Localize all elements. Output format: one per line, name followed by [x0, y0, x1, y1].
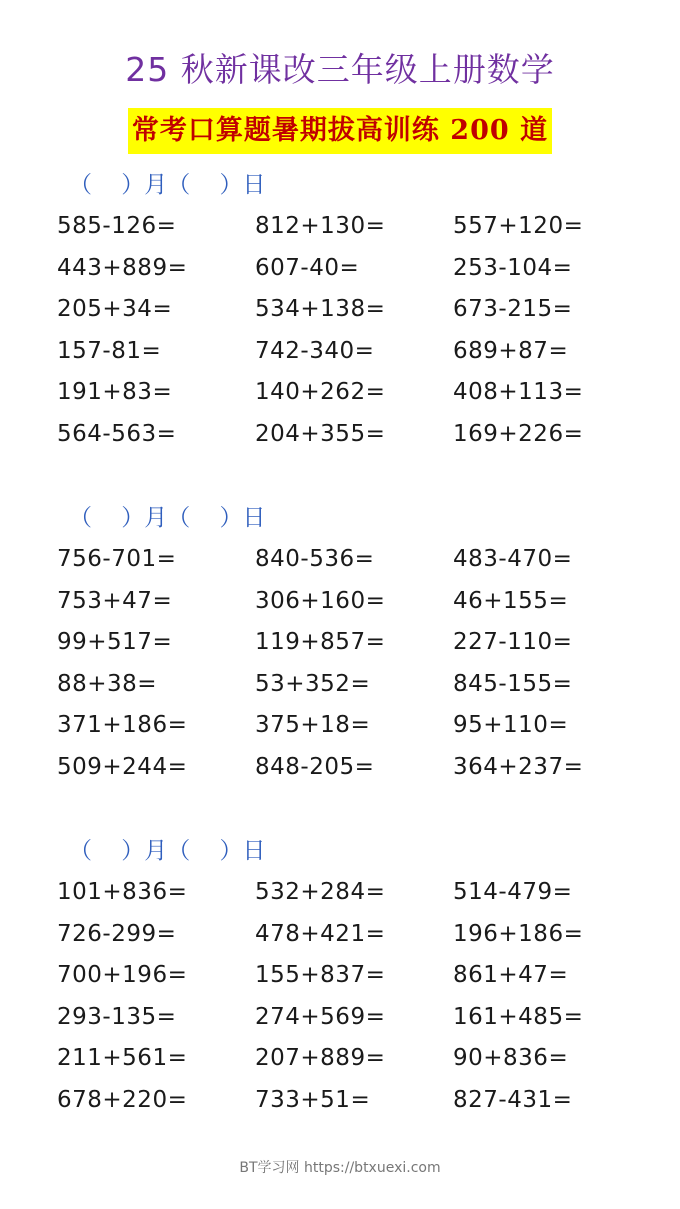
exercise-item: 157-81= — [57, 338, 162, 364]
exercise-item: 700+196= — [57, 962, 188, 988]
exercise-row — [57, 666, 657, 702]
exercise-item: 443+889= — [57, 255, 188, 281]
exercise-item: 607-40= — [255, 255, 360, 281]
exercise-item: 756-701= — [57, 546, 177, 572]
subtitle-banner — [0, 108, 680, 154]
exercise-item: 827-431= — [453, 1087, 573, 1113]
exercise-item: 227-110= — [453, 629, 573, 655]
exercise-row — [57, 1082, 657, 1118]
exercise-row — [57, 749, 657, 785]
date-line: （ ）月（ ）日 — [69, 172, 266, 198]
exercise-item: 564-563= — [57, 421, 177, 447]
exercise-item: 514-479= — [453, 879, 573, 905]
exercise-row — [57, 1040, 657, 1076]
exercise-item: 557+120= — [453, 213, 584, 239]
exercise-item: 101+836= — [57, 879, 188, 905]
exercise-row — [57, 999, 657, 1035]
exercise-item: 726-299= — [57, 921, 177, 947]
exercise-item: 753+47= — [57, 588, 173, 614]
exercise-item: 375+18= — [255, 712, 371, 738]
exercise-row — [57, 374, 657, 410]
exercise-item: 88+38= — [57, 671, 158, 697]
exercise-row — [57, 250, 657, 286]
exercise-row — [57, 874, 657, 910]
exercise-row — [57, 624, 657, 660]
exercise-row — [57, 333, 657, 369]
exercise-item: 191+83= — [57, 379, 173, 405]
exercise-item: 845-155= — [453, 671, 573, 697]
date-line: （ ）月（ ）日 — [69, 838, 266, 864]
exercise-item: 673-215= — [453, 296, 573, 322]
exercise-item: 689+87= — [453, 338, 569, 364]
exercise-item: 161+485= — [453, 1004, 584, 1030]
exercise-item: 140+262= — [255, 379, 386, 405]
exercise-item: 371+186= — [57, 712, 188, 738]
exercise-item: 46+155= — [453, 588, 569, 614]
exercise-item: 90+836= — [453, 1045, 569, 1071]
exercise-item: 306+160= — [255, 588, 386, 614]
exercise-item: 204+355= — [255, 421, 386, 447]
exercise-item: 155+837= — [255, 962, 386, 988]
exercise-item: 483-470= — [453, 546, 573, 572]
subtitle: 常考口算题暑期拔高训练 200 道 — [128, 108, 552, 154]
exercise-item: 812+130= — [255, 213, 386, 239]
exercise-row — [57, 416, 657, 452]
exercise-item: 742-340= — [255, 338, 375, 364]
exercise-item: 509+244= — [57, 754, 188, 780]
exercise-item: 293-135= — [57, 1004, 177, 1030]
exercise-item: 274+569= — [255, 1004, 386, 1030]
exercise-item: 733+51= — [255, 1087, 371, 1113]
exercise-row — [57, 291, 657, 327]
exercise-item: 585-126= — [57, 213, 177, 239]
exercise-item: 95+110= — [453, 712, 569, 738]
exercise-item: 119+857= — [255, 629, 386, 655]
exercise-row — [57, 957, 657, 993]
exercise-row — [57, 541, 657, 577]
exercise-item: 678+220= — [57, 1087, 188, 1113]
exercise-item: 861+47= — [453, 962, 569, 988]
exercise-item: 207+889= — [255, 1045, 386, 1071]
exercise-item: 169+226= — [453, 421, 584, 447]
exercise-row — [57, 583, 657, 619]
exercise-item: 99+517= — [57, 629, 173, 655]
exercise-row — [57, 707, 657, 743]
exercise-item: 196+186= — [453, 921, 584, 947]
exercise-item: 532+284= — [255, 879, 386, 905]
exercise-item: 53+352= — [255, 671, 371, 697]
exercise-item: 211+561= — [57, 1045, 188, 1071]
exercise-item: 364+237= — [453, 754, 584, 780]
exercise-item: 478+421= — [255, 921, 386, 947]
exercise-row — [57, 208, 657, 244]
exercise-item: 534+138= — [255, 296, 386, 322]
exercise-item: 840-536= — [255, 546, 375, 572]
exercise-row — [57, 916, 657, 952]
page-title: 25 秋新课改三年级上册数学 — [125, 50, 555, 89]
date-line: （ ）月（ ）日 — [69, 505, 266, 531]
exercise-item: 848-205= — [255, 754, 375, 780]
footer-watermark: BT学习网 https://btxuexi.com — [239, 1160, 441, 1176]
exercise-item: 205+34= — [57, 296, 173, 322]
exercise-item: 253-104= — [453, 255, 573, 281]
exercise-item: 408+113= — [453, 379, 584, 405]
